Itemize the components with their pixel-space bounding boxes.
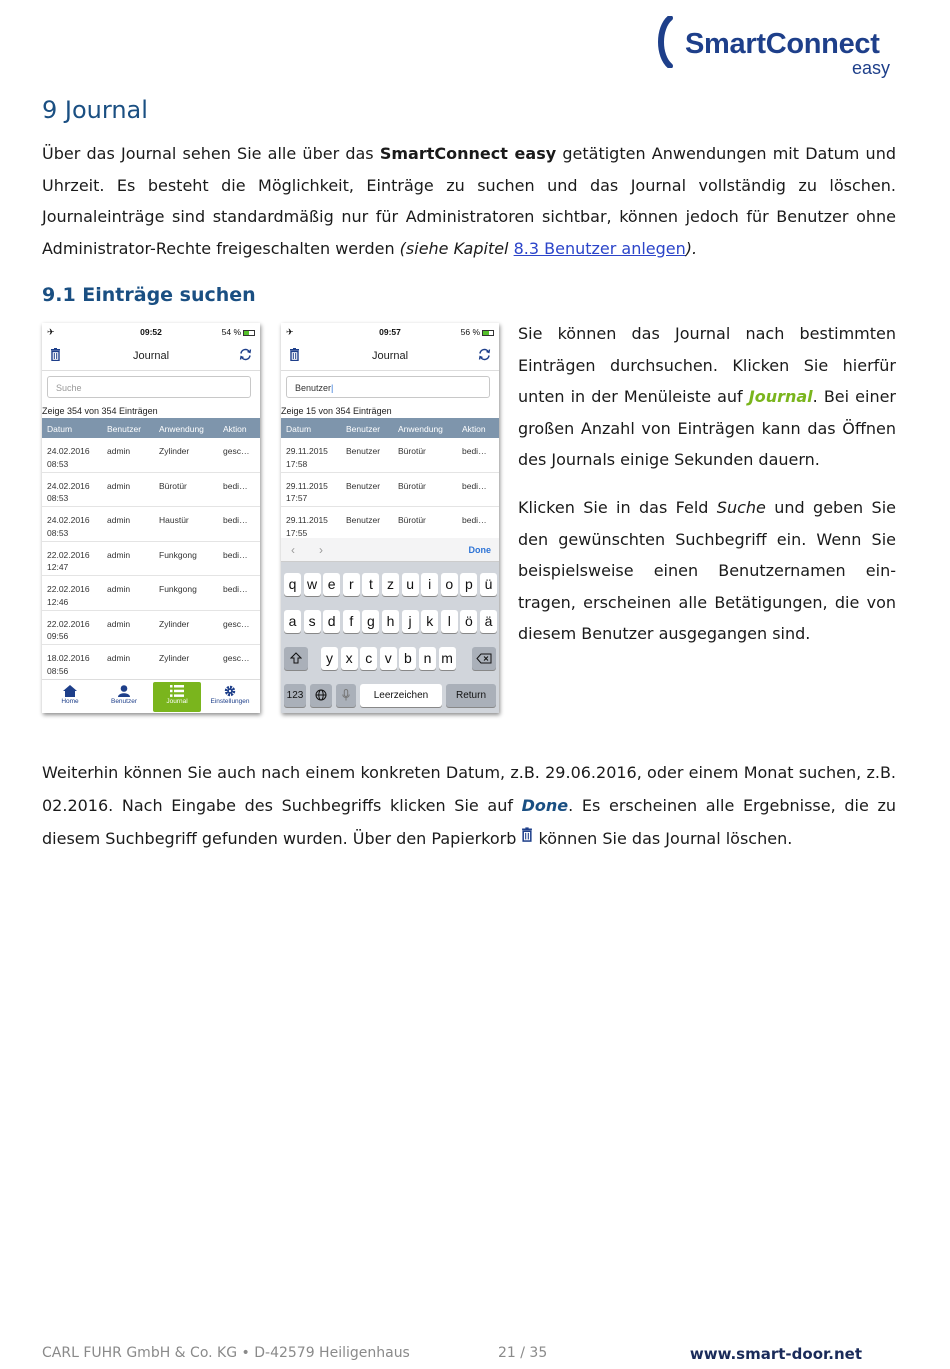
tab-journal[interactable]: Journal [153,682,201,712]
key-v[interactable]: v [380,647,397,670]
globe-key[interactable] [310,684,332,707]
key-a[interactable]: a [284,610,301,633]
tab-bar [42,679,260,713]
smartconnect-logo [652,14,902,78]
trash-icon [521,827,533,842]
action-cell: bedi… [223,515,248,525]
app-cell: Bürotür [398,515,426,525]
key-e[interactable]: e [323,573,340,596]
logo-bracket-icon [652,16,676,68]
key-z[interactable]: z [382,573,399,596]
action-cell: gesc… [223,653,250,663]
key-d[interactable]: d [323,610,340,633]
footer-company: CARL FUHR GmbH & Co. KG • D-42579 Heiligenhaus [42,1345,410,1361]
key-l[interactable]: l [441,610,458,633]
key-o[interactable]: o [441,573,458,596]
user-cell: admin [107,549,131,560]
user-cell: admin [107,618,131,629]
chapter-link[interactable]: 8.3 Benutzer anlegen [513,238,686,258]
entry-count: Zeige 354 von 354 Einträgen [42,406,158,416]
journal-table [42,438,260,680]
table-row[interactable] [42,473,260,508]
user-cell: Benutzer [346,515,381,525]
key-q[interactable]: q [284,573,301,596]
tab-einstellungen[interactable]: Einstellungen [206,682,254,712]
keyboard-row-3 [281,647,499,671]
key-n[interactable]: n [419,647,436,670]
user-cell: admin [107,584,131,594]
app-cell: Bürotür [398,446,426,456]
key-r[interactable]: r [343,573,360,596]
side-paragraph-2: Klicken Sie in das Feld Suche und geben Sie den gewünschten Suchbegriff ein. Wenn Sie beispielsweise einen Benutzernamen ein-tragen, erscheinen alle Betätigungen, die von diesem Benutzer ausgegangen sind. [518,498,896,643]
section-title: 9 Journal [42,96,148,124]
microphone-icon [342,689,350,701]
side-paragraph-1: Sie können das Journal nach bestimmten Einträgen durchsuchen. Klicken Sie hierfür unten in der Menüleiste auf Journal. Bei einer großen Anzahl von Einträgen kann das Öffnen des Journals einige Sekunden dauern. [518,324,896,469]
app-cell: Haustür [159,515,189,525]
key-i[interactable]: i [421,573,438,596]
user-cell: Benutzer [346,446,381,456]
list-icon [170,685,184,697]
footer-page-number: 21 / 35 [498,1345,548,1361]
keyboard-toolbar [281,538,499,562]
numbers-key[interactable]: 123 [284,684,306,707]
status-bar: ✈ 09:52 54 % [42,323,260,341]
key-u[interactable]: u [402,573,419,596]
key-x[interactable]: x [341,647,358,670]
table-row[interactable] [281,507,499,542]
gear-icon [223,685,237,697]
app-cell: Zylinder [159,446,190,456]
logo-text: SmartConnect [685,28,880,60]
key-y[interactable]: y [321,647,338,670]
battery-icon [243,330,255,336]
airplane-icon: ✈ [286,327,294,337]
table-row[interactable] [42,611,260,646]
date-cell: 22.02.2016 09:56 [47,618,90,641]
microphone-key[interactable] [336,684,356,707]
key-h[interactable]: h [382,610,399,633]
action-cell: gesc… [223,446,250,456]
shift-key[interactable] [284,647,308,670]
app-cell: Funkgong [159,549,197,560]
status-bar: ✈ 09:57 56 % [281,323,499,341]
key-m[interactable]: m [439,647,456,670]
keyboard [281,538,499,713]
phone-screenshot-search [281,323,499,713]
space-key[interactable]: Leerzeichen [360,684,442,707]
user-cell: admin [107,480,131,491]
action-cell: gesc… [223,618,250,629]
date-cell: 24.02.2016 08:53 [47,515,90,538]
app-cell: Bürotür [159,480,187,491]
intro-paragraph: Über das Journal sehen Sie alle über das SmartConnect easy getätigten Anwendungen mit Datum und Uhrzeit. Es besteht die Möglichkeit, Einträge zu suchen und das Journal vollständig zu löschen. Journaleinträge sind standardmäßig nur für Administratoren sichtbar, können jedoch für Benutzer ohne Administrator-Rechte freigeschalten werden (siehe Kapitel 8.3 Benutzer anlegen). [42,144,896,258]
date-cell: 18.02.2016 08:56 [47,653,90,676]
footer-url[interactable]: www.smart-door.net [689,1345,862,1363]
nav-bar: Journal [42,341,260,371]
user-icon [117,685,131,697]
tab-benutzer[interactable]: Benutzer [100,682,148,712]
date-cell: 29.11.2015 17:58 [286,446,328,469]
logo-subtext: easy [852,58,891,78]
table-row[interactable] [281,438,499,473]
table-row[interactable] [42,576,260,611]
key-k[interactable]: k [421,610,438,633]
key-ü[interactable]: ü [480,573,497,596]
search-input[interactable]: Benutzer| [286,376,490,398]
tab-home[interactable]: Home [46,682,94,712]
key-t[interactable]: t [362,573,379,596]
date-cell: 24.02.2016 08:53 [47,480,90,503]
home-icon [63,685,77,697]
action-cell: bedi… [462,515,487,525]
action-cell: bedi… [462,480,487,491]
bottom-paragraph: Weiterhin können Sie auch nach einem konkreten Datum, z.B. 29.06.2016, oder einem Monat suchen, z.B. 02.2016. Nach Eingabe des Suchbegriffs klicken Sie auf Done. Es erscheinen alle Ergebnisse, die zu diesem Suchbegriff gefunden wurden. Über den Papierkorb können Sie das Journal löschen. [42,763,896,848]
action-cell: bedi… [462,446,487,456]
chevron-left-icon[interactable]: ‹ [291,543,295,557]
app-cell: Zylinder [159,653,190,663]
globe-icon [315,689,327,701]
table-row[interactable] [42,645,260,680]
app-cell: Funkgong [159,584,197,594]
shift-icon [290,652,302,664]
nav-bar: Journal [281,341,499,371]
key-ö[interactable]: ö [460,610,477,633]
table-row[interactable] [281,473,499,508]
action-cell: bedi… [223,584,248,594]
app-cell: Zylinder [159,618,190,629]
keyboard-row-1 [281,573,499,597]
search-input[interactable]: Suche [47,376,251,398]
airplane-icon: ✈ [47,327,55,337]
key-ä[interactable]: ä [480,610,497,633]
table-row[interactable] [42,438,260,473]
user-cell: Benutzer [346,480,381,491]
key-c[interactable]: c [360,647,377,670]
journal-menu-reference: Journal [748,387,813,406]
key-b[interactable]: b [399,647,416,670]
key-j[interactable]: j [402,610,419,633]
date-cell: 24.02.2016 08:53 [47,446,90,469]
sync-icon[interactable] [478,348,491,361]
table-header: Datum Benutzer Anwendung Aktion [281,418,499,438]
return-key[interactable]: Return [446,684,496,707]
done-button[interactable]: Done [468,545,491,555]
battery-icon [482,330,494,336]
table-row[interactable] [42,542,260,577]
journal-table [281,438,499,542]
backspace-icon [476,653,492,664]
user-cell: admin [107,515,131,525]
phone-screenshot-journal [42,323,260,713]
key-s[interactable]: s [304,610,321,633]
sync-icon[interactable] [239,348,252,361]
date-cell: 29.11.2015 17:57 [286,480,328,503]
action-cell: bedi… [223,549,248,560]
app-cell: Bürotür [398,480,426,491]
chevron-right-icon[interactable]: › [319,543,323,557]
key-p[interactable]: p [460,573,477,596]
table-row[interactable] [42,507,260,542]
user-cell: admin [107,446,131,456]
subsection-title: 9.1 Einträge suchen [42,284,256,306]
date-cell: 22.02.2016 12:46 [47,584,90,607]
keyboard-row-4 [281,684,499,708]
key-g[interactable]: g [362,610,379,633]
date-cell: 22.02.2016 12:47 [47,549,90,572]
user-cell: admin [107,653,131,663]
keyboard-row-2 [281,610,499,634]
key-f[interactable]: f [343,610,360,633]
table-header: Datum Benutzer Anwendung Aktion [42,418,260,438]
date-cell: 29.11.2015 17:55 [286,515,328,538]
backspace-key[interactable] [472,647,496,670]
entry-count: Zeige 15 von 354 Einträgen [281,406,392,416]
action-cell: bedi… [223,480,248,491]
key-w[interactable]: w [304,573,321,596]
